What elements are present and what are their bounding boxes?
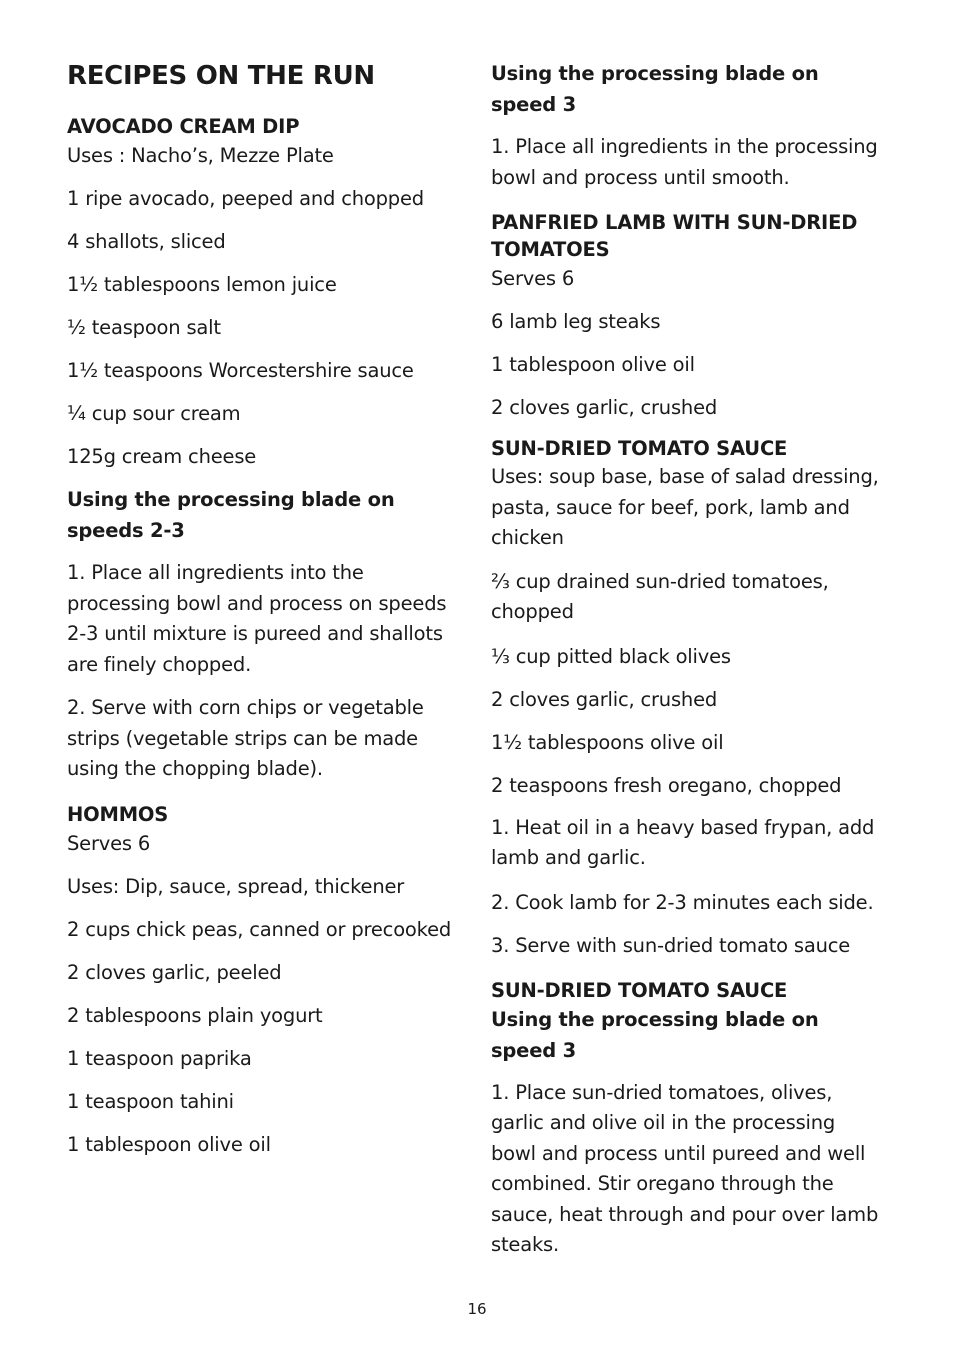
ingredient-line: 2 teaspoons fresh oregano, chopped [491, 773, 842, 797]
ingredient-line: ⅓ cup pitted black olives [491, 644, 731, 668]
method-step: 1. Heat oil in a heavy based frypan, add lamb and garlic. [491, 815, 875, 869]
lamb-heading: PANFRIED LAMB WITH SUN-DRIED TOMATOES [491, 211, 858, 261]
sauce-heading: SUN-DRIED TOMATO SAUCE [491, 437, 788, 460]
ingredient-line: 2 cups chick peas, canned or precooked [67, 917, 452, 941]
method-step: 1. Place all ingredients into the processing bowl and process on speeds 2-3 until mixture is pureed and shallots are finely chopped. [67, 561, 447, 676]
hommos-method-heading: Using the processing blade on speed 3 [491, 62, 819, 116]
ingredient-line: 1½ tablespoons lemon juice [67, 273, 337, 296]
method-step: 1. Place sun-dried tomatoes, olives, garlic and olive oil in the processing bowl and process until pureed and well combined. Stir oregano through the sauce, heat through and pour over lamb steaks. [491, 1080, 879, 1256]
ingredient-line: ¼ cup sour cream [67, 402, 241, 425]
avocado-heading: AVOCADO CREAM DIP [67, 115, 300, 138]
sauce-method-heading: SUN-DRIED TOMATO SAUCE [491, 978, 788, 1002]
ingredient-line: 4 shallots, sliced [67, 230, 226, 253]
method-step: 3. Serve with sun-dried tomato sauce [491, 933, 851, 957]
ingredient-line: 1 tablespoon olive oil [491, 353, 695, 376]
sauce-method-subheading: Using the processing blade on speed 3 [491, 1007, 819, 1062]
avocado-method-heading: Using the processing blade on speeds 2-3 [67, 488, 395, 542]
ingredient-line: 2 tablespoons plain yogurt [67, 1003, 323, 1027]
hommos-uses: Uses: Dip, sauce, spread, thickener [67, 874, 405, 898]
ingredient-line: 1½ teaspoons Worcestershire sauce [67, 359, 414, 382]
left-column [67, 58, 459, 1172]
page-title: RECIPES ON THE RUN [67, 61, 375, 91]
hommos-serves: Serves 6 [67, 831, 151, 855]
ingredient-line: 1 teaspoon tahini [67, 1089, 234, 1113]
sauce-uses: Uses: soup base, base of salad dressing, pasta, sauce for beef, pork, lamb and chicken [491, 465, 879, 549]
ingredient-line: ⅔ cup drained sun-dried tomatoes, chopped [491, 569, 829, 623]
ingredient-line: 1 teaspoon paprika [67, 1046, 252, 1070]
method-step: 2. Serve with corn chips or vegetable strips (vegetable strips can be made using the chopping blade). [67, 696, 424, 780]
ingredient-line: 1 tablespoon olive oil [67, 1132, 271, 1156]
ingredient-line: 1½ tablespoons olive oil [491, 730, 724, 754]
avocado-uses: Uses : Nacho’s, Mezze Plate [67, 144, 334, 167]
ingredient-line: 2 cloves garlic, crushed [491, 396, 718, 419]
method-step: 1. Place all ingredients in the processing bowl and process until smooth. [491, 135, 878, 189]
ingredient-line: 125g cream cheese [67, 445, 257, 468]
ingredient-line: 6 lamb leg steaks [491, 310, 661, 333]
hommos-heading: HOMMOS [67, 802, 169, 826]
ingredient-line: 2 cloves garlic, peeled [67, 960, 282, 984]
method-step: 2. Cook lamb for 2-3 minutes each side. [491, 890, 874, 914]
ingredient-line: 1 ripe avocado, peeped and chopped [67, 187, 424, 210]
lamb-serves: Serves 6 [491, 267, 575, 290]
ingredient-line: 2 cloves garlic, crushed [491, 687, 718, 711]
right-column [491, 58, 881, 1274]
ingredient-line: ½ teaspoon salt [67, 316, 221, 339]
page-number: 16 [467, 1300, 487, 1318]
